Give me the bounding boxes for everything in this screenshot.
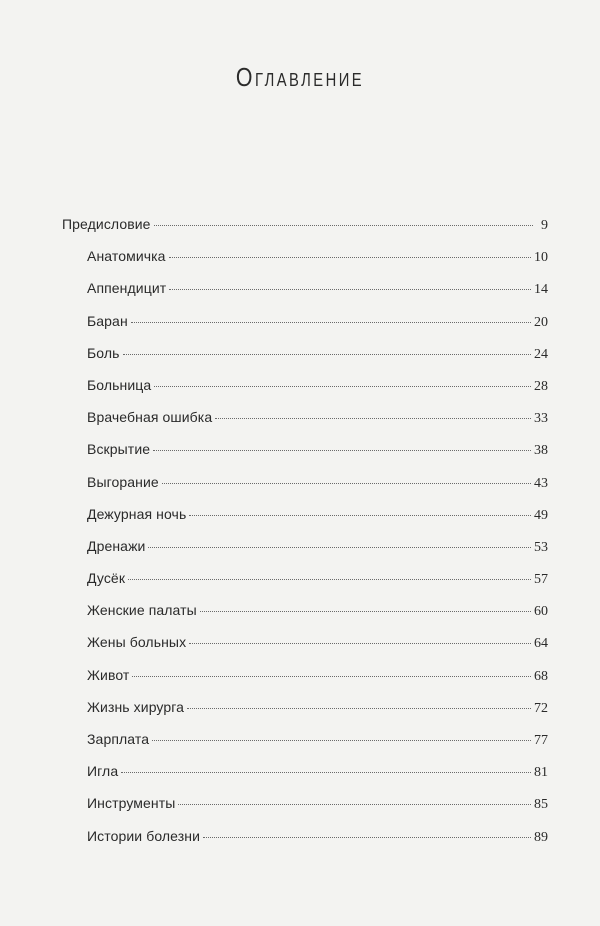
toc-entry-title: Жизнь хирурга bbox=[87, 698, 185, 715]
toc-entry-page-number: 64 bbox=[534, 636, 548, 652]
toc-entry bbox=[62, 536, 548, 568]
dot-leader bbox=[187, 708, 531, 709]
toc-entry-title: Женские палаты bbox=[87, 602, 197, 619]
toc-entry-page-number: 49 bbox=[534, 507, 548, 523]
toc-entry-page-number: 28 bbox=[534, 378, 548, 394]
toc-entry-title: Аппендицит bbox=[87, 280, 167, 297]
toc-entry bbox=[62, 343, 548, 375]
toc-entry bbox=[62, 600, 548, 632]
dot-leader bbox=[169, 257, 531, 258]
dot-leader bbox=[162, 483, 531, 484]
toc-entry-title: Предисловие bbox=[62, 216, 151, 232]
toc-entry-page-number: 89 bbox=[534, 829, 548, 845]
toc-entry-title: Дусёк bbox=[87, 570, 126, 587]
toc-entry bbox=[62, 407, 548, 439]
toc-entry bbox=[62, 793, 548, 825]
dot-leader bbox=[154, 386, 531, 387]
toc-entry-title: Дренажи bbox=[87, 537, 146, 554]
toc-entry bbox=[62, 375, 548, 407]
toc-entry-page-number: 9 bbox=[541, 218, 548, 233]
dot-leader bbox=[169, 289, 531, 290]
toc-entry bbox=[62, 729, 548, 761]
toc-entry bbox=[62, 826, 548, 858]
dot-leader bbox=[123, 354, 531, 355]
toc-entry-page-number: 72 bbox=[534, 700, 548, 716]
dot-leader bbox=[178, 804, 531, 805]
toc-entry-title: Больница bbox=[87, 376, 152, 393]
toc-entry-page-number: 24 bbox=[534, 346, 548, 362]
toc-entry bbox=[62, 632, 548, 664]
toc-entry-title: Дежурная ночь bbox=[87, 505, 187, 522]
toc-entry-title: Зарплата bbox=[87, 731, 150, 747]
toc-entry bbox=[62, 504, 548, 536]
toc-entry bbox=[62, 568, 548, 600]
dot-leader bbox=[189, 515, 531, 516]
toc-entry-title: Живот bbox=[87, 666, 130, 683]
toc-entry bbox=[62, 246, 548, 278]
toc-entry-page-number: 60 bbox=[534, 604, 548, 620]
dot-leader bbox=[121, 772, 531, 773]
toc-entry-page-number: 68 bbox=[534, 668, 548, 684]
toc-entry-page-number: 38 bbox=[534, 443, 548, 459]
toc-entry-title: Выгорание bbox=[87, 473, 159, 490]
toc-entry-page-number: 10 bbox=[534, 250, 548, 266]
toc-entry-title: Вскрытие bbox=[87, 441, 151, 458]
toc-entry bbox=[62, 697, 548, 729]
toc-entry-page-number: 81 bbox=[534, 765, 548, 781]
toc-entry bbox=[62, 472, 548, 504]
dot-leader bbox=[203, 837, 531, 838]
toc-entry-page-number: 33 bbox=[534, 411, 548, 427]
toc-entry-title: Жены больных bbox=[87, 634, 187, 651]
dot-leader bbox=[132, 676, 531, 677]
toc-entry bbox=[62, 761, 548, 793]
toc-entry-page-number: 57 bbox=[534, 572, 548, 588]
toc-entry-title: Игла bbox=[87, 763, 119, 780]
dot-leader bbox=[152, 740, 531, 741]
dot-leader bbox=[153, 450, 531, 451]
toc-entry-page-number: 14 bbox=[534, 282, 548, 298]
toc-entry-page-number: 85 bbox=[534, 797, 548, 813]
dot-leader bbox=[128, 579, 531, 580]
table-of-contents bbox=[62, 214, 548, 858]
toc-entry bbox=[62, 665, 548, 697]
toc-entry-page-number: 53 bbox=[534, 539, 548, 555]
dot-leader bbox=[189, 643, 531, 644]
dot-leader bbox=[154, 225, 533, 226]
dot-leader bbox=[215, 418, 531, 419]
page-title: Оглавление bbox=[235, 62, 365, 92]
toc-entry-title: Истории болезни bbox=[87, 827, 201, 844]
toc-entry bbox=[62, 439, 548, 471]
toc-entry bbox=[62, 311, 548, 343]
toc-entry-title: Баран bbox=[87, 312, 128, 329]
toc-entry-page-number: 20 bbox=[534, 314, 548, 330]
toc-entry-title: Анатомичка bbox=[87, 248, 166, 265]
dot-leader bbox=[131, 322, 531, 323]
toc-entry-page-number: 43 bbox=[534, 475, 548, 491]
toc-entry-title: Врачебная ошибка bbox=[87, 409, 213, 426]
toc-entry bbox=[62, 278, 548, 310]
dot-leader bbox=[200, 611, 531, 612]
toc-entry bbox=[62, 214, 548, 246]
dot-leader bbox=[148, 547, 531, 548]
toc-entry-title: Инструменты bbox=[87, 795, 176, 812]
toc-entry-page-number: 77 bbox=[534, 733, 548, 748]
toc-entry-title: Боль bbox=[87, 344, 120, 361]
